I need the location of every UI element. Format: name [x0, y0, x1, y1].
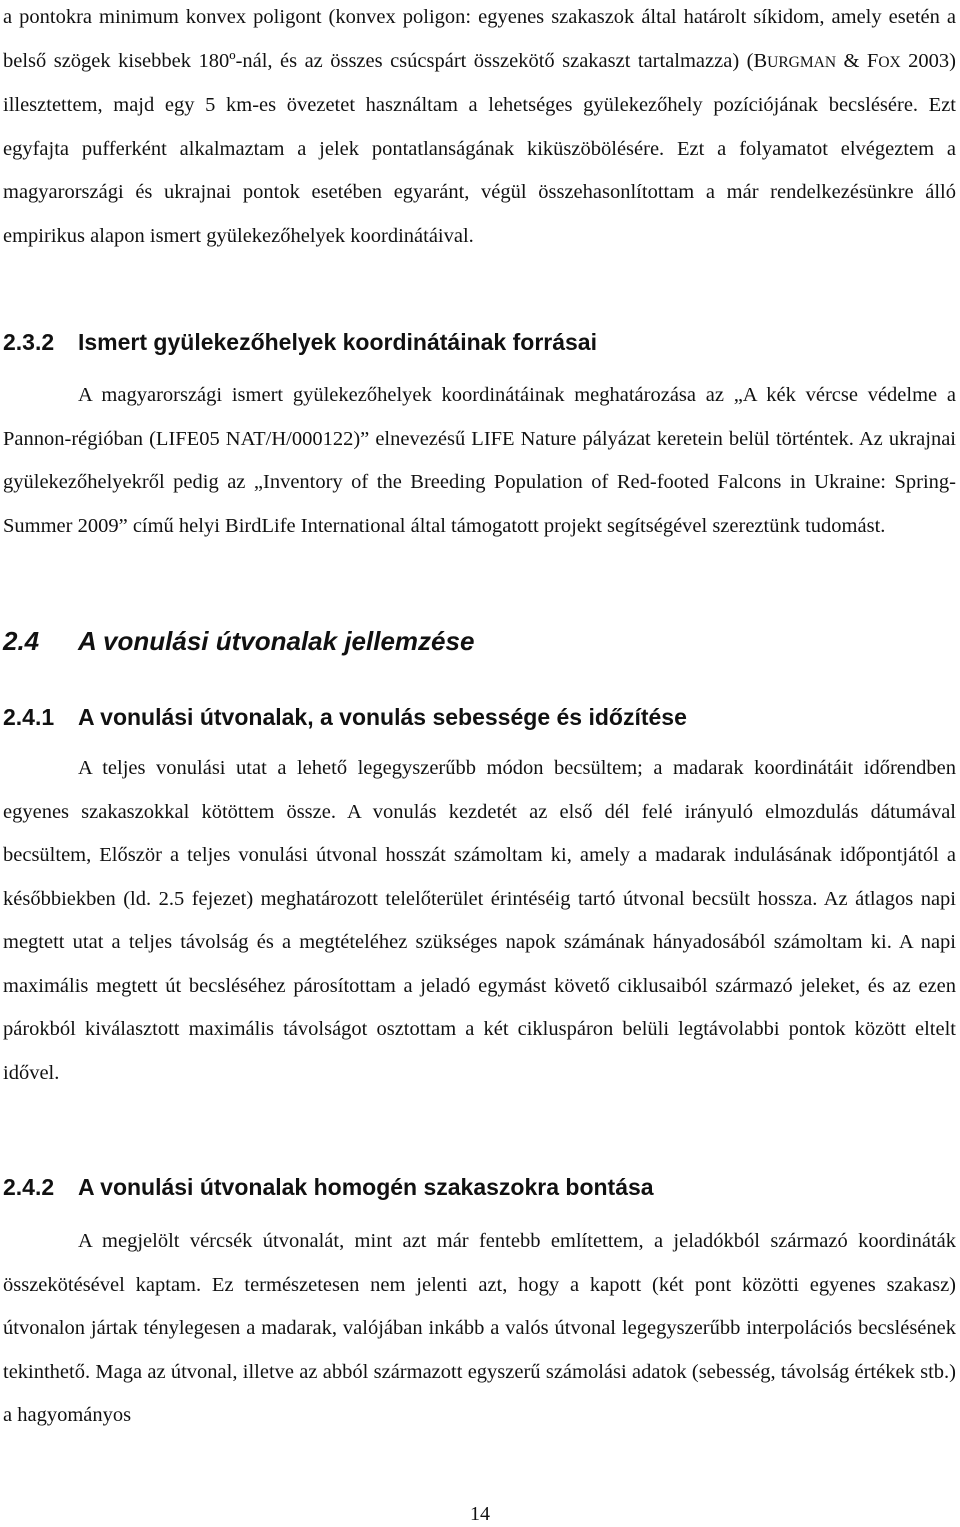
heading-text: A vonulási útvonalak homogén szakaszokra bontása: [78, 1174, 654, 1200]
small-caps-author: URGMAN: [767, 53, 837, 71]
heading-2-4-1: [3, 702, 687, 732]
heading-2-3-2: [3, 327, 597, 357]
heading-number: 2.3.2: [3, 329, 55, 355]
paragraph-text: 2003) illesztettem, majd egy 5 km-es övezetet használtam a lehetséges gyülekezőhely pozíciójának becslésére. Ezt egyfajta pufferként alkalmaztam a jelek pontatlanságának kiküszöbölésére. Ezt a folyamatot elvégeztem a magyarországi és ukrajnai pontok esetében egyaránt, végül összehasonlítottam a már rendelkezésünkre álló empirikus alapon ismert gyülekezőhelyek koordinátáival.: [3, 49, 956, 247]
heading-text: A vonulási útvonalak jellemzése: [78, 626, 475, 656]
heading-number: 2.4.1: [3, 704, 55, 730]
paragraph-convex-polygon: [3, 0, 956, 258]
heading-number: 2.4.2: [3, 1174, 55, 1200]
paragraph-migration-speed: A teljes vonulási utat a lehető legegyszerűbb módon becsültem; a madarak koordinátáit időrendben egyenes szakaszokkal kötöttem össze. A vonulás kezdetét az első dél felé irányuló elmozdulás dátumával becsültem, Először a teljes vonulási útvonal hosszát számoltam ki, amely a madarak indulásának időpontjától a későbbiekben (ld. 2.5 fejezet) meghatározott telelőterület érintéséig tartó útvonal becsült hossza. Az átlagos napi megtett utat a teljes távolság és a megtételéhez szükséges napok számának hányadosából számoltam ki. A napi maximális megtett út becsléséhez párosítottam a jeladó egymást követő ciklusaiból származó jeleket, és az ezen párokból kiválasztott maximális távolságot osztottam a két cikluspáron belüli legtávolabbi pontok között eltelt idővel.: [3, 757, 956, 1084]
paragraph-text: a pontokra minimum konvex poligont (konvex poligon: egyenes szakaszok által határolt síkidom, amely esetén a belső szögek kisebbek 180º-nál, és az összes csúcspárt összekötő szakaszt tartalmazza) (B: [3, 6, 956, 72]
paragraph-route-segments: A megjelölt vércsék útvonalát, mint azt már fentebb említettem, a jeladókból származó koordináták összekötésével kaptam. Ez természetesen nem jelenti azt, hogy a kapott (két pont közötti egyenes szakasz) útvonalon jártak ténylegesen a madarak, valójában inkább a valós útvonal legegyszerűbb interpolációs becslésének tekinthető. Maga az útvonal, illetve az abból származott egyszerű számolási adatok (sebesség, távolság értékek stb.) a hagyományos: [3, 1230, 956, 1426]
heading-2-4: [3, 624, 474, 658]
paragraph-text: & F: [836, 49, 879, 72]
heading-text: A vonulási útvonalak, a vonulás sebessége és időzítése: [78, 704, 687, 730]
page-number: 14: [470, 1503, 490, 1525]
small-caps-author: OX: [878, 53, 901, 71]
paragraph-known-sites-sources: A magyarországi ismert gyülekezőhelyek koordinátáinak meghatározása az „A kék vércse védelme a Pannon-régióban (LIFE05 NAT/H/000122)” elnevezésű LIFE Nature pályázat keretein belül történtek. Az ukrajnai gyülekezőhelyekről pedig az „Inventory of the Breeding Population of Red-footed Falcons in Ukraine: Spring-Summer 2009” című helyi BirdLife International által támogatott projekt segítségével szereztünk tudomást.: [3, 384, 956, 537]
heading-number: 2.4: [3, 626, 40, 656]
heading-2-4-2: [3, 1172, 654, 1202]
heading-text: Ismert gyülekezőhelyek koordinátáinak forrásai: [78, 329, 597, 355]
